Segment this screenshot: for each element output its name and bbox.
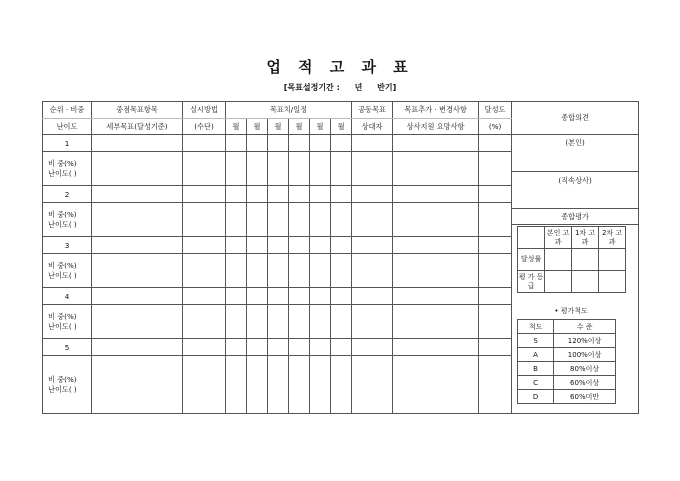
method-cell[interactable] — [183, 254, 226, 288]
header-achieve: 달성도 — [479, 102, 512, 119]
weight-label: 비 중(%) — [48, 311, 77, 321]
detail-cell[interactable] — [92, 186, 183, 203]
weight-label: 비 중(%) — [48, 209, 77, 219]
evaluation-grid — [517, 226, 626, 293]
page-title: 업 적 고 과 표 — [266, 58, 414, 76]
rating-scale — [517, 319, 616, 404]
scale-level: 100%이상 — [554, 348, 616, 362]
detail-cell[interactable] — [92, 356, 183, 414]
goal-number: 5 — [43, 339, 92, 356]
eval-corner — [518, 227, 545, 249]
header-means: (수단) — [183, 119, 226, 135]
method-cell[interactable] — [183, 237, 226, 254]
scale-grade: B — [518, 362, 554, 376]
method-cell[interactable] — [183, 135, 226, 152]
overall-title: 종합평가 — [512, 209, 638, 225]
method-cell[interactable] — [183, 339, 226, 356]
header-goal: 중점목표항목 — [92, 102, 183, 119]
detail-cell[interactable] — [92, 339, 183, 356]
eval-row-rate: 달성률 — [518, 249, 545, 271]
header-month: 월 — [226, 119, 247, 135]
right-panel — [512, 135, 639, 414]
weight-difficulty — [43, 254, 92, 288]
scale-grade: S — [518, 334, 554, 348]
method-cell[interactable] — [183, 186, 226, 203]
header-month: 월 — [289, 119, 310, 135]
scale-header-grade: 척도 — [518, 320, 554, 334]
goal-row — [43, 135, 639, 152]
detail-cell[interactable] — [92, 305, 183, 339]
weight-difficulty — [43, 305, 92, 339]
supervisor-label: (직속상사) — [558, 176, 592, 185]
detail-cell[interactable] — [92, 135, 183, 152]
detail-cell[interactable] — [92, 237, 183, 254]
target-period — [0, 82, 680, 93]
method-cell[interactable] — [183, 288, 226, 305]
difficulty-label: 난이도( ) — [48, 270, 77, 280]
detail-cell[interactable] — [92, 288, 183, 305]
header-month: 월 — [331, 119, 352, 135]
scale-header-level: 수 준 — [554, 320, 616, 334]
supervisor-opinion-box[interactable] — [512, 172, 638, 209]
header-method: 실시방법 — [183, 102, 226, 119]
method-cell[interactable] — [183, 152, 226, 186]
header-month: 월 — [268, 119, 289, 135]
eval-cell[interactable] — [545, 271, 572, 293]
goal-number: 4 — [43, 288, 92, 305]
header-opinion: 종합의견 — [512, 102, 639, 135]
period-label: [목표설정기간 : — [283, 83, 340, 92]
weight-difficulty — [43, 152, 92, 186]
header-common: 공동목표 — [352, 102, 393, 119]
eval-cell[interactable] — [599, 271, 626, 293]
difficulty-label: 난이도( ) — [48, 321, 77, 331]
method-cell[interactable] — [183, 203, 226, 237]
eval-row-grade: 평 가 등 급 — [518, 271, 545, 293]
header-rank: 순위 · 비중 — [43, 102, 92, 119]
eval-cell[interactable] — [572, 271, 599, 293]
eval-cell[interactable] — [572, 249, 599, 271]
eval-cell[interactable] — [599, 249, 626, 271]
performance-table — [42, 101, 639, 414]
detail-cell[interactable] — [92, 254, 183, 288]
scale-title: • 평가척도 — [554, 307, 588, 315]
goal-number: 3 — [43, 237, 92, 254]
header-percent: (%) — [479, 119, 512, 135]
weight-difficulty — [43, 203, 92, 237]
header-support: 상사지원 요망사항 — [393, 119, 479, 135]
method-cell[interactable] — [183, 305, 226, 339]
goal-number: 1 — [43, 135, 92, 152]
goal-number: 2 — [43, 186, 92, 203]
difficulty-label: 난이도( ) — [48, 384, 77, 394]
weight-label: 비 중(%) — [48, 158, 77, 168]
self-label: (본인) — [565, 138, 585, 147]
detail-cell[interactable] — [92, 152, 183, 186]
scale-grade: C — [518, 376, 554, 390]
eval-cell[interactable] — [545, 249, 572, 271]
eval-col-self: 본인 고과 — [545, 227, 572, 249]
header-month: 월 — [247, 119, 268, 135]
eval-col-second: 2차 고과 — [599, 227, 626, 249]
overall-evaluation — [512, 209, 638, 410]
difficulty-label: 난이도( ) — [48, 168, 77, 178]
header-month: 월 — [310, 119, 331, 135]
scale-level: 120%이상 — [554, 334, 616, 348]
difficulty-label: 난이도( ) — [48, 219, 77, 229]
weight-label: 비 중(%) — [48, 260, 77, 270]
header-schedule: 목표치/일정 — [226, 102, 352, 119]
header-partner: 상대자 — [352, 119, 393, 135]
weight-label: 비 중(%) — [48, 374, 77, 384]
period-year: 년 — [354, 83, 363, 92]
scale-grade: A — [518, 348, 554, 362]
method-cell[interactable] — [183, 356, 226, 414]
scale-level: 60%미만 — [554, 390, 616, 404]
header-change: 목표추가 · 변경사항 — [393, 102, 479, 119]
eval-col-first: 1차 고과 — [572, 227, 599, 249]
self-opinion-box[interactable] — [512, 135, 638, 172]
scale-level: 60%이상 — [554, 376, 616, 390]
scale-level: 80%이상 — [554, 362, 616, 376]
detail-cell[interactable] — [92, 203, 183, 237]
period-half: 반기] — [377, 83, 397, 92]
weight-difficulty — [43, 356, 92, 414]
scale-grade: D — [518, 390, 554, 404]
header-difficulty: 난이도 — [43, 119, 92, 135]
header-detail: 세부목표(달성기준) — [92, 119, 183, 135]
